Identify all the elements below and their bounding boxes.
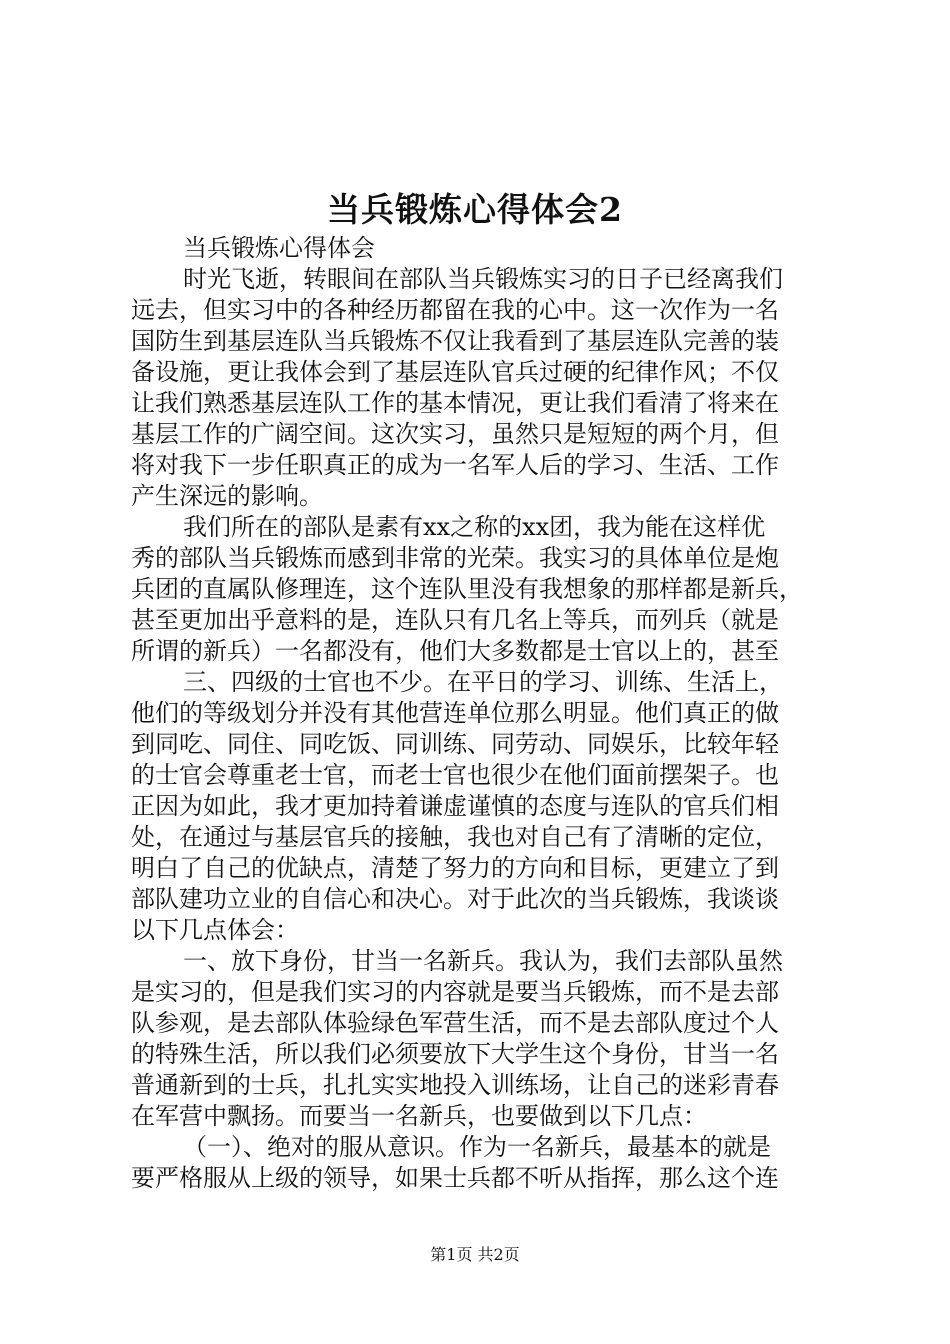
text-line: （一）、绝对的服从意识。作为一名新兵，最基本的就是 — [183, 1133, 771, 1161]
text-line: 以下几点体会： — [131, 916, 299, 944]
text-line: 的特殊生活，所以我们必须要放下大学生这个身份，甘当一名 — [131, 1040, 779, 1068]
document-body — [131, 233, 831, 1194]
text-line: 远去，但实习中的各种经历都留在我的心中。这一次作为一名 — [131, 296, 779, 324]
text-line: 要严格服从上级的领导，如果士兵都不听从指挥，那么这个连 — [131, 1164, 779, 1192]
text-line: 正因为如此，我才更加持着谦虚谨慎的态度与连队的官兵们相 — [131, 792, 779, 820]
text-line: 秀的部队当兵锻炼而感到非常的光荣。我实习的具体单位是炮 — [131, 544, 779, 572]
page-footer: 第1页 共2页 — [430, 1245, 520, 1264]
text-line: 甚至更加出乎意料的是，连队只有几名上等兵，而列兵（就是 — [131, 606, 779, 634]
text-line: 处，在通过与基层官兵的接触，我也对自己有了清晰的定位， — [131, 823, 779, 851]
text-line: 三、四级的士官也不少。在平日的学习、训练、生活上， — [183, 668, 783, 696]
text-line: 明白了自己的优缺点，清楚了努力的方向和目标，更建立了到 — [131, 854, 779, 882]
text-line: 产生深远的影响。 — [131, 482, 323, 510]
text-line: 基层工作的广阔空间。这次实习，虽然只是短短的两个月，但 — [131, 420, 779, 448]
text-line: 部队建功立业的自信心和决心。对于此次的当兵锻炼，我谈谈 — [131, 885, 779, 913]
text-line: 时光飞逝，转眼间在部队当兵锻炼实习的日子已经离我们 — [183, 265, 783, 293]
text-line: 兵团的直属队修理连，这个连队里没有我想象的那样都是新兵， — [131, 575, 803, 603]
text-line: 在军营中飘扬。而要当一名新兵，也要做到以下几点： — [131, 1102, 707, 1130]
text-line: 将对我下一步任职真正的成为一名军人后的学习、生活、工作 — [131, 451, 779, 479]
text-line: 当兵锻炼心得体会 — [183, 234, 375, 262]
text-line: 一、放下身份，甘当一名新兵。我认为，我们去部队虽然 — [183, 947, 783, 975]
text-line: 队参观，是去部队体验绿色军营生活，而不是去部队度过个人 — [131, 1009, 779, 1037]
text-line: 所谓的新兵）一名都没有，他们大多数都是士官以上的，甚至 — [131, 637, 779, 665]
document-title: 当兵锻炼心得体会2 — [327, 190, 623, 229]
text-line: 国防生到基层连队当兵锻炼不仅让我看到了基层连队完善的装 — [131, 327, 779, 355]
text-line: 我们所在的部队是素有xx之称的xx团，我为能在这样优 — [183, 513, 766, 541]
text-line: 他们的等级划分并没有其他营连单位那么明显。他们真正的做 — [131, 699, 779, 727]
text-line: 备设施，更让我体会到了基层连队官兵过硬的纪律作风；不仅 — [131, 358, 779, 386]
text-line: 普通新到的士兵，扎扎实实地投入训练场，让自己的迷彩青春 — [131, 1071, 779, 1099]
text-line: 的士官会尊重老士官，而老士官也很少在他们面前摆架子。也 — [131, 761, 779, 789]
text-line: 到同吃、同住、同吃饭、同训练、同劳动、同娱乐，比较年轻 — [131, 730, 779, 758]
text-line: 让我们熟悉基层连队工作的基本情况，更让我们看清了将来在 — [131, 389, 779, 417]
text-line: 是实习的，但是我们实习的内容就是要当兵锻炼，而不是去部 — [131, 978, 779, 1006]
